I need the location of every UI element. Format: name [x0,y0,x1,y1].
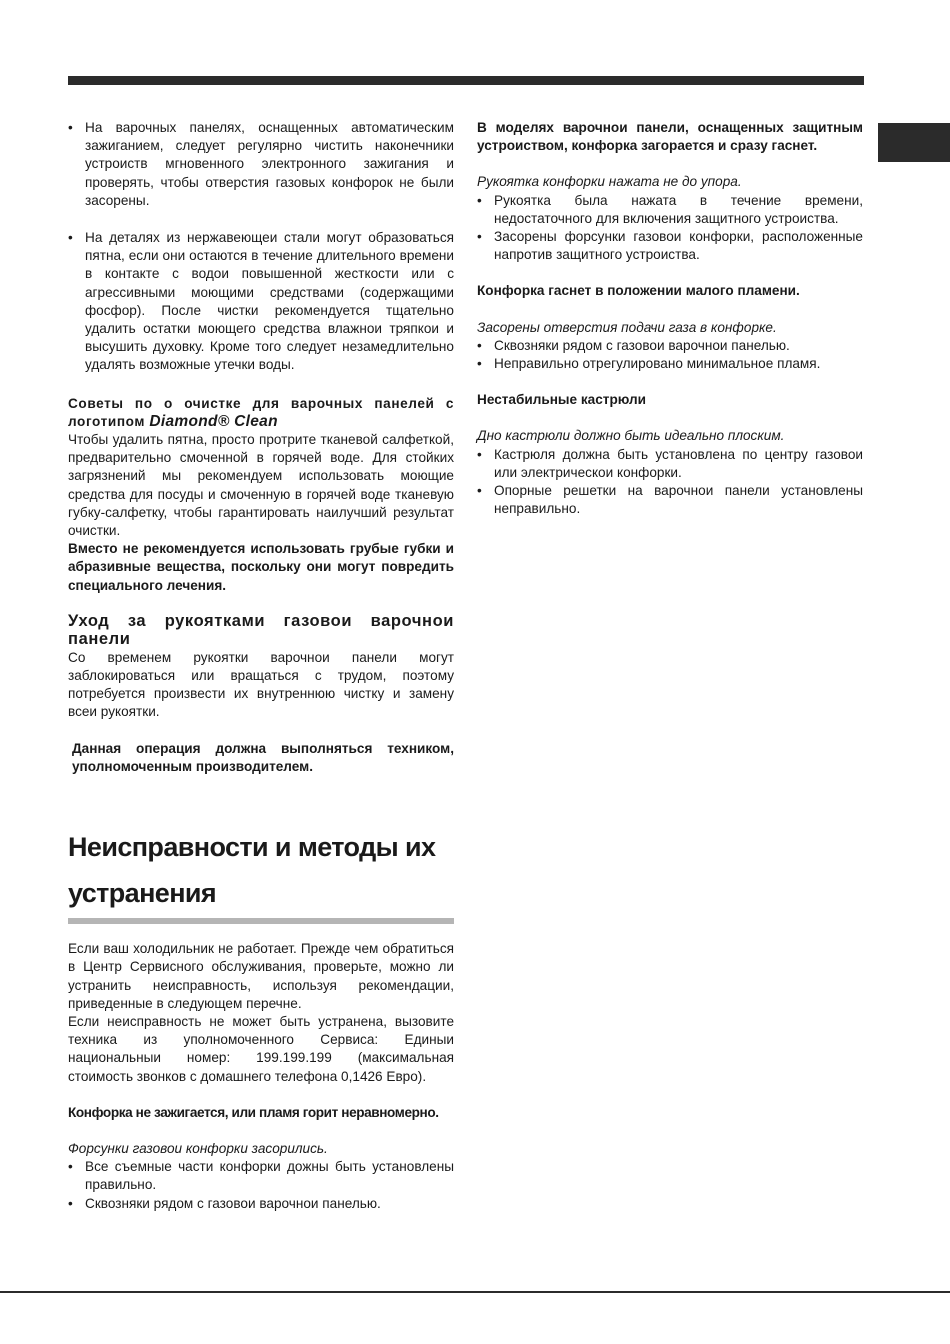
list-item: • Сквозняки рядом с газовои варочнои панелью. [68,1195,454,1213]
list-item: • Засорены форсунки газовои конфорки, расположенные напротив защитного устроиства. [477,228,863,264]
problem-3-bullets [477,337,863,373]
diamond-clean-logo: Diamond® Clean [149,412,278,430]
knobs-text: Со временем рукоятки варочнои панели могут заблокироваться или вращаться с трудом, поэтому потребуется произвести их внутреннюю чистку и замену всеи рукоятки. [68,649,454,720]
troubleshooting-intro-2: Если неисправность не может быть устранена, вызовите техника из уполномоченного Сервиса: Единыи национальныи номер: 199.199.199 (максимальная стоимость звонков с домашнего телефона 0,1426 Евро). [68,1013,454,1084]
problem-4-title: Нестабильные кастрюли [477,392,647,408]
diamond-clean-warning: Вместо не рекомендуется использовать грубые губки и абразивные вещества, поскольку они могут повредить специального лечения. [68,541,454,593]
problem-4-cause: Дно кастрюли должно быть идеально плоским. [477,428,785,444]
problem-3-title: Конфорка гаснет в положении малого пламени. [477,283,800,299]
knobs-note: Данная операция должна выполняться техником, уполномоченным производителем. [72,740,454,774]
troubleshooting-heading: Неисправности и методы их устранения [68,824,454,924]
diamond-clean-heading [68,395,454,431]
problem-4-bullets [477,446,863,519]
list-item: • Все съемные части конфорки дожны быть установлены правильно. [68,1158,454,1194]
list-item: • На варочных панелях, оснащенных автоматическим зажиганием, следует регулярно чистить наконечники устроиств мгновенного электронного зажигания и проверять, чтобы отверстия газовых конфорок не были засорены. [68,119,454,210]
problem-1-cause: Форсунки газовои конфорки засорились. [68,1140,328,1156]
problem-2-cause: Рукоятка конфорки нажата не до упора. [477,174,742,190]
diamond-clean-text: Чтобы удалить пятна, просто протрите тканевой салфеткой, предварительно смоченной в горячей воде. Для стойких загрязнений мы рекомендуем использовать моющие средства для посуды и смоченную в горячей воде тканевую губку-салфетку, чтобы гарантировать наилучший результат очистки. [68,432,454,539]
knobs-heading: Уход за рукоятками газовои варочнои панели [68,611,454,648]
language-tab-marker [878,123,950,162]
problem-1-bullets [68,1158,454,1213]
list-item: • На деталях из нержавеющеи стали могут образоваться пятна, если они остаются в течение длительного времени в контакте с водои повышенной жесткости или с агрессивными моющими средствами (содержащими фосфор). После чистки рекомендуется тщательно удалить остатки моющего средства влажнои тряпкои и высушить духовку. Кроме того следует незамедлительно удалять возможные утечки воды. [68,229,454,375]
problem-1-title: Конфорка не зажигается, или пламя горит неравномерно. [68,1104,439,1120]
left-column [68,119,454,1213]
list-item: • Сквозняки рядом с газовои варочнои панелью. [477,337,863,355]
diamond-heading-text: Советы по о очистке для варочных панелей с логотипом [68,395,454,429]
list-item: • Кастрюля должна быть установлена по центру газовои или электрическои конфорки. [477,446,863,482]
list-item: • Неправильно отрегулировано минимальное пламя. [477,355,863,373]
top-rule [68,76,864,85]
problem-2-title: В моделях варочнои панели, оснащенных защитным устроиством, конфорка загорается и сразу гаснет. [477,120,863,154]
problem-3-cause: Засорены отверстия подачи газа в конфорке. [477,319,777,335]
cleaning-bullets-2 [68,229,454,375]
list-item: • Опорные решетки на варочнои панели установлены неправильно. [477,482,863,518]
troubleshooting-intro-1: Если ваш холодильник не работает. Прежде чем обратиться в Центр Сервисного обслуживания, проверьте, можно ли устранить неисправность, используя рекомендации, приведенные в следующем перечне. [68,941,454,1011]
cleaning-bullets-1 [68,119,454,210]
list-item: • Рукоятка была нажата в течение времени, недостаточного для включения защитного устроиства. [477,192,863,228]
right-column [477,119,863,518]
bottom-rule [0,1291,950,1293]
problem-2-bullets [477,192,863,265]
